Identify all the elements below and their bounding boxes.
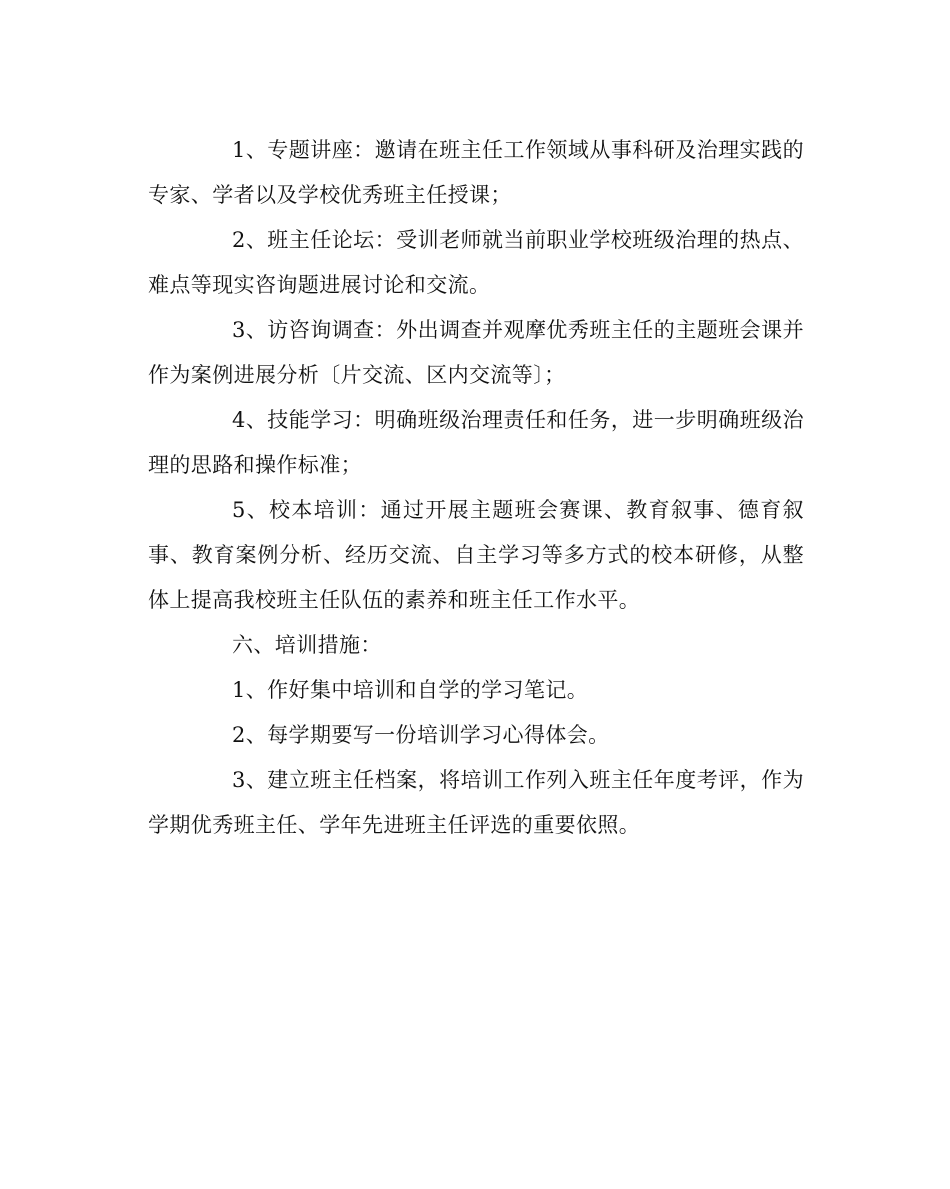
paragraph-archive: 3、建立班主任档案，将培训工作列入班主任年度考评，作为学期优秀班主任、学年先进班主任评选的重要依照。 [148,768,804,837]
document-body [148,128,804,848]
paragraph-survey: 3、访咨询调查：外出调查并观摩优秀班主任的主题班会课并作为案例进展分析〔片交流、区内交流等〕； [148,318,804,387]
paragraph-skills: 4、技能学习：明确班级治理责任和任务，进一步明确班级治理的思路和操作标准； [148,408,804,477]
paragraph-notes: 1、作好集中培训和自学的学习笔记。 [232,678,589,702]
paragraph-lecture: 1、专题讲座：邀请在班主任工作领域从事科研及治理实践的专家、学者以及学校优秀班主任授课； [148,138,804,207]
paragraph-reflection: 2、每学期要写一份培训学习心得体会。 [232,723,610,747]
paragraph-school-training: 5、校本培训：通过开展主题班会赛课、教育叙事、德育叙事、教育案例分析、经历交流、自主学习等多方式的校本研修，从整体上提高我校班主任队伍的素养和班主任工作水平。 [148,498,804,612]
section-heading-measures: 六、培训措施： [232,633,382,657]
paragraph-forum: 2、班主任论坛：受训老师就当前职业学校班级治理的热点、难点等现实咨询题进展讨论和交流。 [148,228,804,297]
